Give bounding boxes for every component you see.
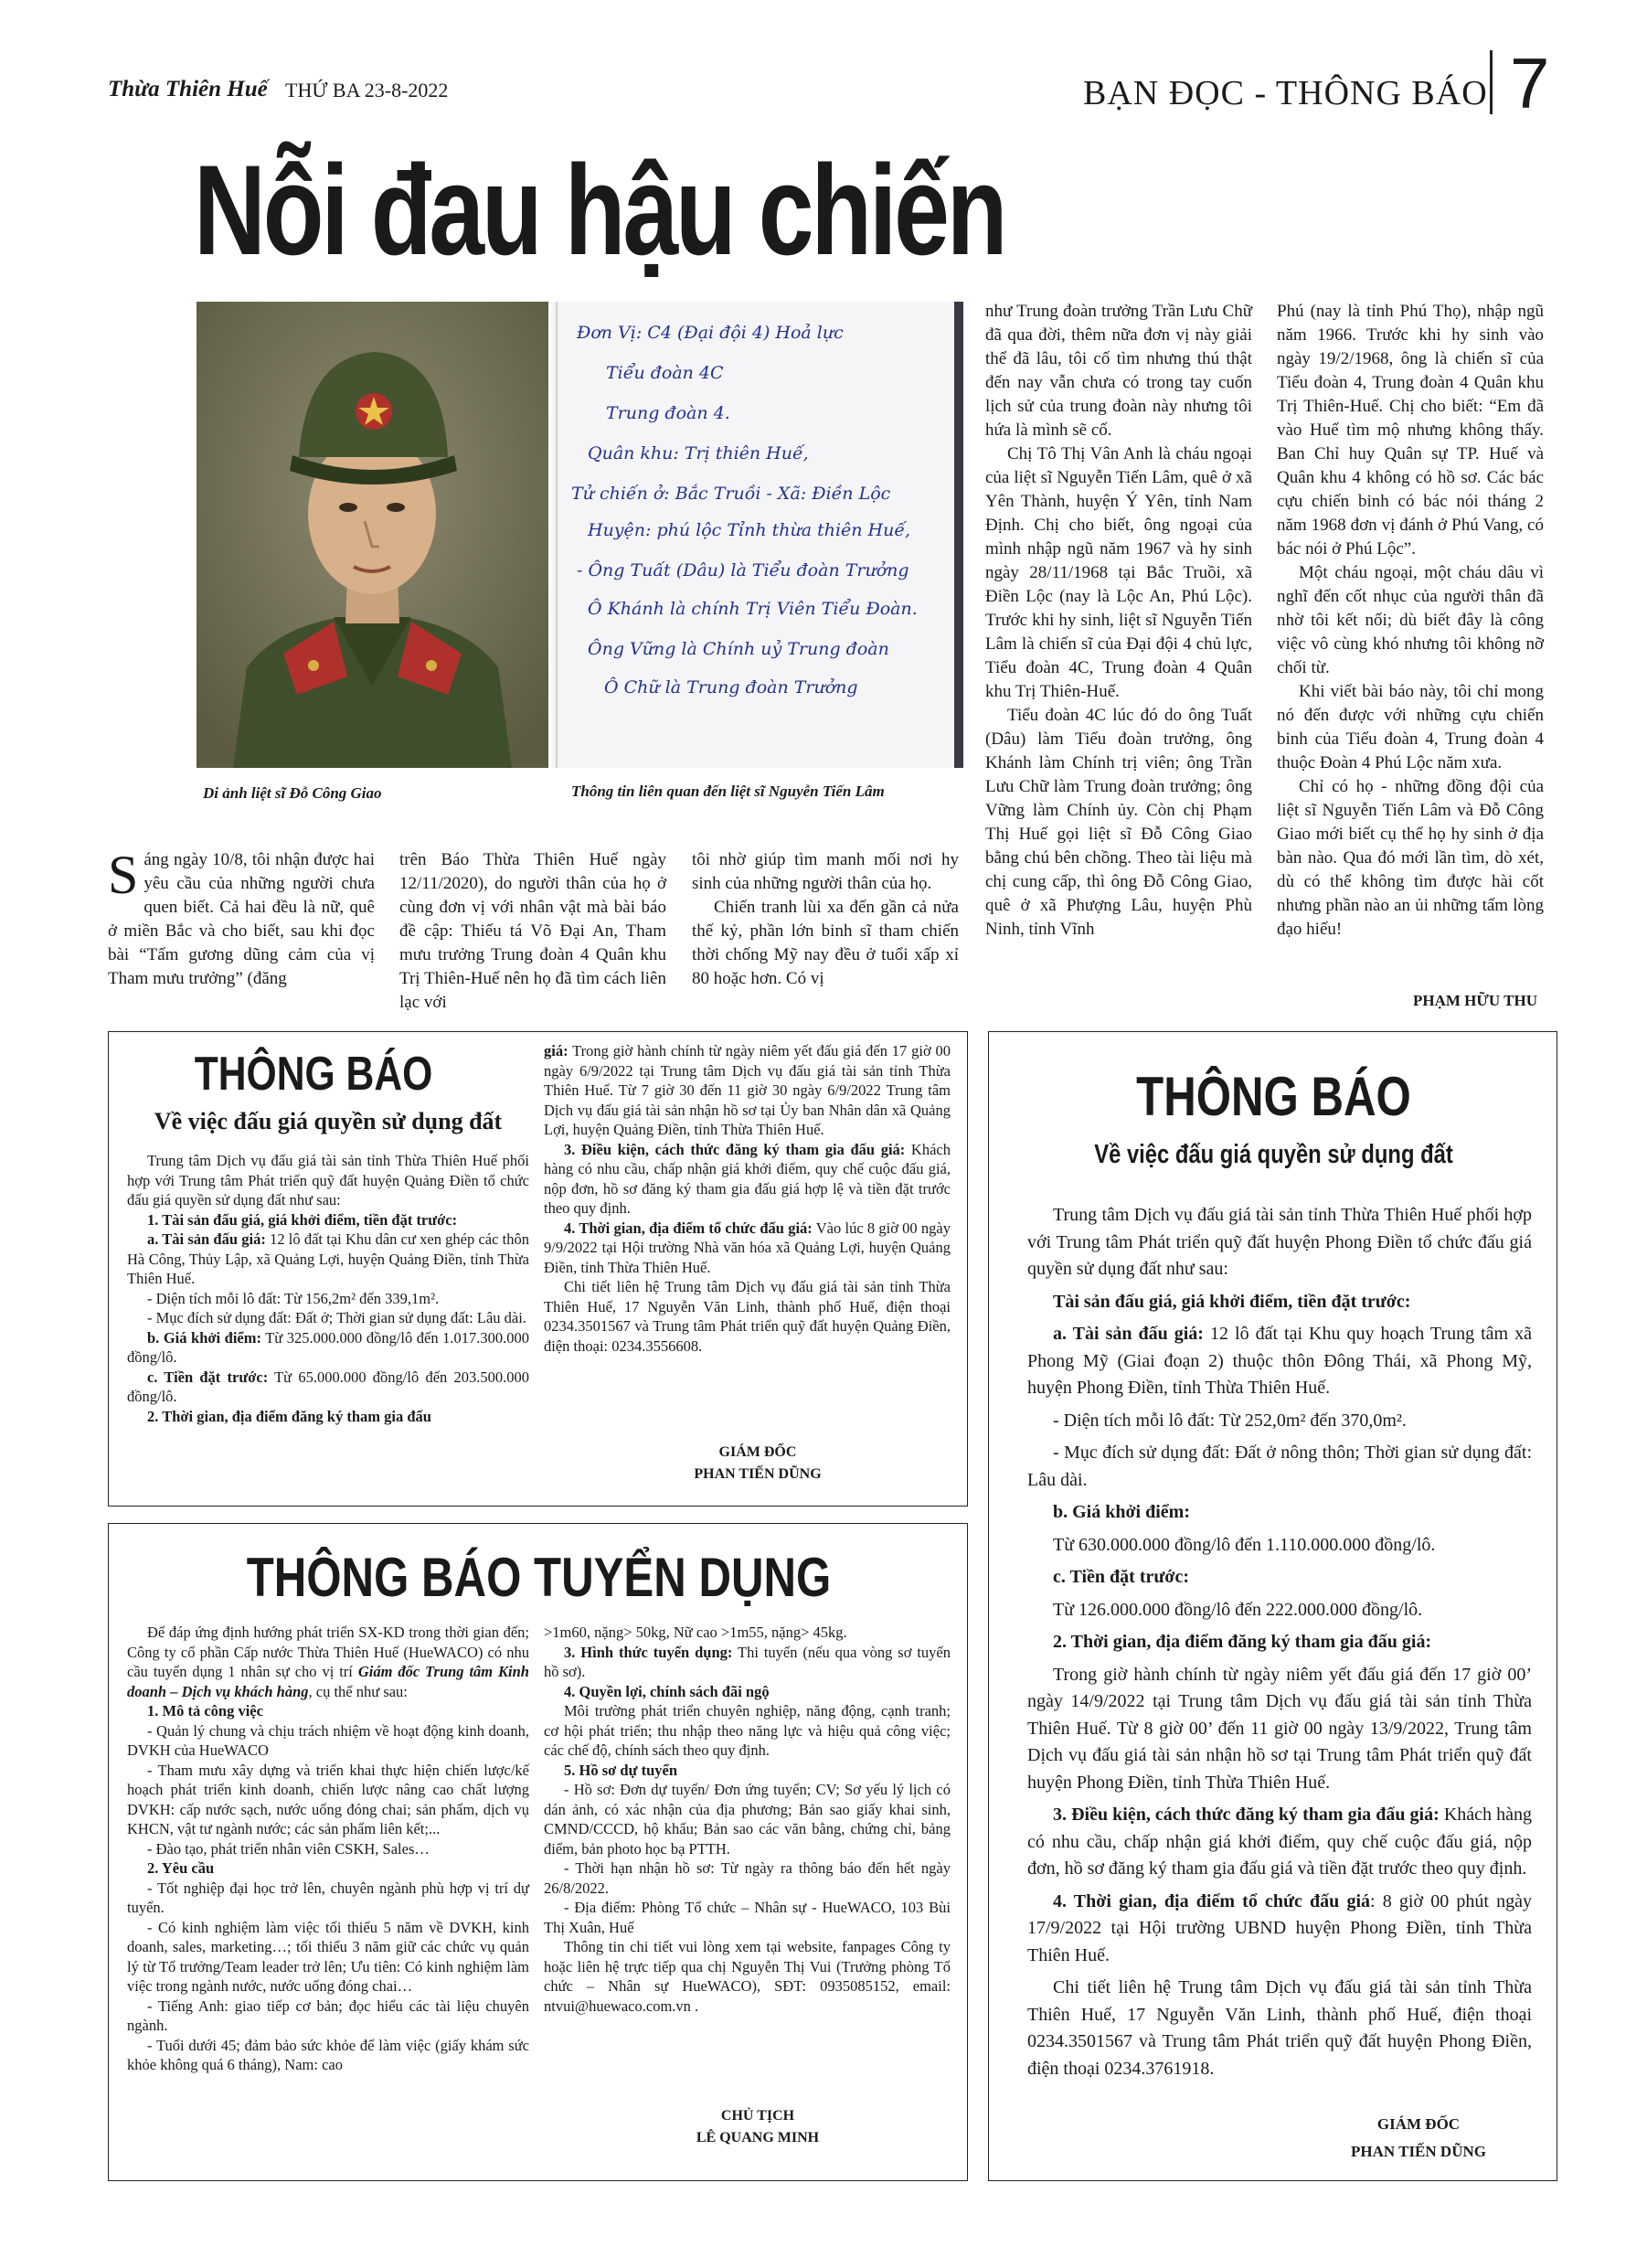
notice-body-left <box>127 1151 529 1426</box>
notice-heading: 4. Thời gian, địa điểm tổ chức đấu giá: 8 giờ 00 phút ngày 17/9/2022 tại Hội trường UBND huyện Phong Điền, tỉnh Thừa Thiên Huế. <box>1027 1890 1533 1965</box>
notice-heading-text: 3. Điều kiện, cách thức đăng ký tham gia đấu giá: <box>1053 1805 1440 1825</box>
article-text: Một cháu ngoại, một cháu dâu vì nghĩ đến cốt nhục của người thân đã nhờ tôi kết nối; dù biết đây là công việc vô cùng khó nhưng tôi không nỡ chối từ. <box>1277 563 1544 677</box>
note-line: Tử chiến ở: Bắc Truồi - Xã: Điền Lộc <box>571 484 891 504</box>
notice-recruitment <box>108 1523 968 2181</box>
notice-heading: 3. Điều kiện, cách thức đăng ký tham gia đấu giá: Khách hàng có nhu cầu, chấp nhận giá khởi điểm, quy chế cuộc đấu giá, nộp đơn, hồ sơ đăng ký tham gia đấu giá và tiền đặt trước theo quy định. <box>1027 1805 1532 1879</box>
notice-paragraph: - Địa điểm: Phòng Tổ chức – Nhân sự - HueWACO, 103 Bùi Thị Xuân, Huế <box>544 1899 951 1936</box>
note-paper <box>551 302 964 768</box>
signature-block <box>639 2105 877 2149</box>
notice-heading-text: b. Giá khởi điểm: <box>1053 1502 1190 1522</box>
issue-date: THỨ BA 23-8-2022 <box>285 79 449 101</box>
notice-lead: c. Tiền đặt trước: <box>147 1368 269 1386</box>
article-text: áng ngày 10/8, tôi nhận được hai yêu cầu của những người chưa quen biết. Cả hai đều là nữ, quê ở miền Bắc và cho biết, sau khi đọc bài “Tấm gương dũng cảm của vị Tham mưu trưởng” (đăng <box>108 850 375 988</box>
notice-land-auction-quang-dien <box>108 1031 968 1507</box>
notice-subtitle: Về việc đấu giá quyền sử dụng đất <box>154 1108 503 1134</box>
article-column-4 <box>985 300 1252 942</box>
notice-heading-text: 3. Điều kiện, cách thức đăng ký tham gia đấu giá: <box>564 1140 906 1158</box>
notice-heading <box>544 1682 951 1702</box>
notice-paragraph: Chi tiết liên hệ Trung tâm Dịch vụ đấu giá tài sản tỉnh Thừa Thiên Huế, 17 Nguyễn Văn Linh, thành phố Huế, điện thoại 0234.3501567 và Trung tâm Phát triển quỹ đất huyện Phong Điền, điện thoại 0234.3761918. <box>1027 1977 1532 2079</box>
signatory-name: PHAN TIẾN DŨNG <box>694 1466 822 1482</box>
handwritten-note-photo <box>551 302 964 768</box>
notice-heading <box>1027 1499 1532 1527</box>
notice-paragraph: >1m60, nặng> 50kg, Nữ cao >1m55, nặng> 45kg. <box>544 1624 847 1641</box>
note-line: - Ông Tuất (Dâu) là Tiểu đoàn Trưởng <box>577 560 909 580</box>
notice-paragraph: Môi trường phát triển chuyên nghiệp, năng động, cạnh tranh; cơ hội phát triển; thu nhập theo năng lực và hiệu quả công việc; các chế độ, chính sách theo quy định. <box>544 1702 951 1759</box>
signatory-name: LÊ QUANG MINH <box>696 2130 820 2146</box>
signatory-name: PHAN TIẾN DŨNG <box>1351 2143 1486 2160</box>
notice-body-left <box>127 1623 529 2075</box>
notice-title: THÔNG BÁO TUYỂN DỤNG <box>246 1547 832 1608</box>
notice-paragraph: Từ 630.000.000 đồng/lô đến 1.110.000.000 đồng/lô. <box>1053 1534 1436 1555</box>
notice-heading <box>1027 1629 1532 1656</box>
notice-land-auction-phong-dien <box>988 1031 1557 2181</box>
notice-paragraph: a. Tài sản đấu giá: 12 lô đất tại Khu dân cư xen ghép các thôn Hà Công, Thủy Lập, xã Quảng Lợi, huyện Quảng Điền, tỉnh Thừa Thiên Huế. <box>127 1230 529 1287</box>
notice-paragraph: b. Giá khởi điểm: Từ 325.000.000 đồng/lô đến 1.017.300.000 đồng/lô. <box>127 1328 530 1366</box>
notice-heading <box>1027 1564 1532 1592</box>
notice-lead: a. Tài sản đấu giá: <box>1053 1324 1204 1344</box>
article-text: trên Báo Thừa Thiên Huế ngày 12/11/2020), do người thân của họ ở cùng đơn vị với nhân vật mà bài báo đề cập: Thiếu tá Võ Đại An, Tham mưu trưởng Trung đoàn 4 Quân khu Trị Thiên-Huế nên họ đã tìm cách liên lạc với <box>399 850 666 1012</box>
notice-lead: b. Giá khởi điểm: <box>147 1328 261 1347</box>
notice-subtitle: Về việc đấu giá quyền sử dụng đất <box>1094 1140 1453 1169</box>
article-text: Chỉ có họ - những đồng đội của liệt sĩ Nguyễn Tiến Lâm và Đỗ Công Giao mới biết cụ thể họ hy sinh ở địa bàn nào. Qua đó mới lần tìm, dò xét, dù có thể không tìm được hài cốt nhưng phần nào an ủi những tấm lòng đạo hiếu! <box>1277 777 1544 939</box>
notice-paragraph: a. Tài sản đấu giá: 12 lô đất tại Khu quy hoạch Trung tâm xã Phong Mỹ (Giai đoạn 2) thuộc thôn Đông Thái, xã Phong Mỹ, huyện Phong Điền, tỉnh Thừa Thiên Huế. <box>1027 1324 1533 1398</box>
notice-body <box>1027 1202 1532 2088</box>
signatory-role: GIÁM ĐỐC <box>1376 2115 1461 2133</box>
notice-paragraph: Để đáp ứng định hướng phát triển SX-KD trong thời gian đến; Công ty cổ phần Cấp nước Thừa Thiên Huế (HueWACO) có nhu cầu tuyển dụng 1 nhân sự cho vị trí Giám đốc Trung tâm Kinh doanh – Dịch vụ khách hàng, cụ thể như sau: <box>127 1624 529 1700</box>
notice-paragraph: Chi tiết liên hệ Trung tâm Dịch vụ đấu giá tài sản tỉnh Thừa Thiên Huế, 17 Nguyễn Văn Linh, thành phố Huế, điện thoại 0234.3501567 và Trung tâm Phát triển quỹ đất huyện Quảng Điền, điện thoại: 0234.3556608. <box>544 1278 951 1355</box>
note-line: Tiểu đoàn 4C <box>606 363 724 383</box>
article-column-3 <box>692 848 959 991</box>
article-text: Chiến tranh lùi xa đến gần cả nửa thế kỷ, phần lớn binh sĩ tham chiến thời chống Mỹ nay đều ở tuổi xấp xỉ 80 hoặc hơn. Có vị <box>692 898 959 988</box>
signature-block <box>639 1442 877 1485</box>
note-line: Đơn Vị: C4 (Đại đội 4) Hoả lực <box>577 323 844 343</box>
article-text: tôi nhờ giúp tìm manh mối nơi hy sinh của những người thân của họ. <box>692 850 959 893</box>
headline: Nỗi đau hậu chiến <box>194 138 1005 282</box>
notice-paragraph: Trong giờ hành chính từ ngày niêm yết đấu giá đến 17 giờ 00’ ngày 14/9/2022 tại Trung tâm Dịch vụ đấu giá tài sản tỉnh Thừa Thiên Huế. Từ 8 giờ 00’ đến 11 giờ 00 ngày 13/9/2022, Trung tâm Dịch vụ đấu giá tài sản nhận hồ sơ tại Trung tâm Phát triển quỹ đất huyện Phong Điền, tỉnh Thừa Thiên Huế. <box>1027 1664 1532 1793</box>
notice-heading-text: 5. Hồ sơ dự tuyển <box>564 1761 678 1779</box>
notice-paragraph: - Mục đích sử dụng đất: Đất ở nông thôn; Thời gian sử dụng đất: Lâu dài. <box>1027 1443 1532 1490</box>
header-divider <box>1490 50 1493 114</box>
note-line: Trung đoàn 4. <box>606 403 730 423</box>
note-line: Ô Khánh là chính Trị Viên Tiểu Đoàn. <box>588 599 918 619</box>
notice-paragraph: - Thời hạn nhận hồ sơ: Từ ngày ra thông báo đến hết ngày 26/8/2022. <box>544 1859 951 1897</box>
position-title: Giám đốc Trung tâm Kinh doanh – Dịch vụ khách hàng <box>127 1663 529 1700</box>
page-number: 7 <box>1510 43 1550 123</box>
notice-paragraph: - Mục đích sử dụng đất: Đất ở; Thời gian sử dụng đất: Lâu dài. <box>147 1309 526 1326</box>
notice-heading-text: 4. Quyền lợi, chính sách đãi ngộ <box>564 1682 770 1700</box>
drop-cap: S <box>108 845 139 905</box>
notice-paragraph: - Tốt nghiệp đại học trở lên, chuyên ngành phù hợp vị trí dự tuyển. <box>127 1879 529 1916</box>
article-text: Khi viết bài báo này, tôi chỉ mong nó đến được với những cựu chiến binh của Tiểu đoàn 4, Trung đoàn 4 thuộc Đoàn 4 Phú Lộc năm xưa. <box>1277 682 1544 772</box>
notice-title: THÔNG BÁO <box>1136 1066 1411 1127</box>
notice-paragraph: - Quản lý chung và chịu trách nhiệm về hoạt động kinh doanh, DVKH của HueWACO <box>127 1721 529 1759</box>
notice-heading <box>127 1407 529 1427</box>
signature-block <box>1300 2111 1537 2166</box>
signatory-role: CHỦ TỊCH <box>720 2108 795 2124</box>
notice-title: THÔNG BÁO <box>194 1048 433 1101</box>
signatory-role: GIÁM ĐỐC <box>718 1444 797 1460</box>
article-text: Chị Tô Thị Vân Anh là cháu ngoại của liệt sĩ Nguyễn Tiến Lâm, quê ở xã Yên Thành, huyện Ý Yên, tỉnh Nam Định. Chị cho biết, ông ngoại của mình nhập ngũ năm 1967 và hy sinh ngày 28/11/1968 tại Bắc Truồi, xã Điền Lộc (nay là Lộc An, Phú Lộc). Trước khi hy sinh, liệt sĩ Nguyễn Tiến Lâm là chiến sĩ của Đại đội 4 chủ lực, Tiểu đoàn 4C, Trung đoàn 4 Quân khu Trị Thiên-Huế. <box>985 444 1252 701</box>
note-line: Quân khu: Trị thiên Huế, <box>588 443 809 463</box>
soldier-portrait-illustration <box>197 302 548 768</box>
notice-paragraph: Trung tâm Dịch vụ đấu giá tài sản tỉnh Thừa Thiên Huế phối hợp với Trung tâm Phát triển quỹ đất huyện Phong Điền tổ chức đấu giá quyền sử dụng đất như sau: <box>1027 1205 1532 1279</box>
notice-heading-text: 4. Thời gian, địa điểm tổ chức đấu giá <box>1053 1890 1371 1911</box>
note-line: Ông Vững là Chính uỷ Trung đoàn <box>588 639 889 659</box>
article-text: Tiểu đoàn 4C lúc đó do ông Tuất (Dâu) làm Tiểu đoàn trưởng, ông Khánh làm Chính trị viên; ông Trần Lưu Chữ làm Trung đoàn trưởng; ông Vững làm Chính ủy. Còn chị Phạm Thị Huế gọi liệt sĩ Đỗ Công Giao bằng chú bên chồng. Theo tài liệu mà chị cung cấp, thì ông Đỗ Công Giao, quê ở xã Phượng Lâu, huyện Phù Ninh, tỉnh Vĩnh <box>985 706 1252 939</box>
notice-paragraph: Từ 126.000.000 đồng/lô đến 222.000.000 đồng/lô. <box>1053 1599 1423 1620</box>
notice-heading-text: 4. Thời gian, địa điểm tổ chức đấu giá: <box>564 1219 813 1237</box>
notice-heading-text: 1. Tài sản đấu giá, giá khởi điểm, tiền đặt trước: <box>147 1210 458 1229</box>
notice-paragraph: - Tuổi dưới 45; đảm bảo sức khỏe để làm việc (giấy khám sức khỏe không quá 6 tháng), Nam: cao <box>127 2036 529 2073</box>
note-line: Ô Chữ là Trung đoàn Trưởng <box>604 677 858 697</box>
notice-paragraph: - Tham mưu xây dựng và triển khai thực hiện chiến lược/kế hoạch phát triển kinh doanh, chiến lược nâng cao chất lượng DVKH: cấp nước sạch, nước uống đóng chai; sản phẩm, dịch vụ KHCN, vật tư ngành nước; các sản phẩm liên kết;... <box>127 1761 529 1837</box>
notice-heading-text: 2. Thời gian, địa điểm đăng ký tham gia đấu <box>147 1407 431 1425</box>
notice-paragraph: - Có kinh nghiệm làm việc tối thiểu 5 năm về DVKH, kinh doanh, sales, marketing…; tối thiểu 3 năm giữ các chức vụ quản lý từ Tổ trưởng/Team leader trở lên; Ưu tiên: Có kinh nghiệm làm việc trong ngành nước, nước uống đóng chai… <box>127 1918 529 1995</box>
notice-heading <box>544 1761 951 1781</box>
section-title: BẠN ĐỌC - THÔNG BÁO <box>1083 74 1488 112</box>
notice-heading <box>127 1858 529 1879</box>
notice-lead: giá: <box>544 1042 568 1059</box>
article-column-5 <box>1277 300 1544 942</box>
notice-heading <box>127 1701 529 1721</box>
notice-body-right <box>544 1623 951 2016</box>
notice-lead: a. Tài sản đấu giá: <box>147 1230 266 1248</box>
notice-paragraph: Thông tin chi tiết vui lòng xem tại website, fanpages Công ty hoặc liên hệ trực tiếp qua chị Nguyễn Thị Vui (Trưởng phòng Tổ chức – Nhân sự HueWACO), SĐT: 0935085152, email: ntvui@huewaco.com.vn . <box>544 1938 951 2015</box>
notice-heading <box>1027 1289 1532 1316</box>
notice-paragraph: Trung tâm Dịch vụ đấu giá tài sản tỉnh Thừa Thiên Huế phối hợp với Trung tâm Phát triển quỹ đất huyện Quảng Điền tổ chức đấu giá quyền sử dụng đất như sau: <box>127 1152 529 1209</box>
notice-heading-text: 2. Yêu cầu <box>147 1859 215 1877</box>
notice-paragraph: - Diện tích mỗi lô đất: Từ 252,0m² đến 370,0m². <box>1053 1410 1407 1431</box>
notice-heading-text: 3. Hình thức tuyển dụng: <box>564 1643 733 1661</box>
notice-heading: 4. Thời gian, địa điểm tổ chức đấu giá: Vào lúc 8 giờ 00 ngày 9/9/2022 tại Hội trường Nhà văn hóa xã Quảng Lợi, huyện Quảng Điền, tỉnh Thừa Thiên Huế. <box>544 1219 951 1276</box>
masthead: Thừa Thiên Huế <box>108 77 268 101</box>
notice-paragraph: - Hồ sơ: Đơn dự tuyển/ Đơn ứng tuyển; CV; Sơ yếu lý lịch có dán ảnh, có xác nhận của địa phương; Bản sao giấy khai sinh, CMND/CCCD, hộ khẩu; Bản sao các văn bằng, chứng chỉ, bảng điểm, bản photo học bạ PTTH. <box>544 1781 951 1858</box>
notice-paragraph: - Đào tạo, phát triển nhân viên CSKH, Sales… <box>147 1839 430 1858</box>
notice-heading: 3. Hình thức tuyển dụng: Thi tuyển (nếu qua vòng sơ tuyển hồ sơ). <box>544 1643 951 1680</box>
notice-heading-text: c. Tiền đặt trước: <box>1053 1567 1189 1587</box>
photo-caption-2: Thông tin liên quan đến liệt sĩ Nguyễn Tiến Lâm <box>571 783 885 800</box>
article-text: như Trung đoàn trưởng Trần Lưu Chữ đã qua đời, thêm nữa đơn vị này giải thể đã lâu, tôi cố tìm nhưng thú thật đến nay vẫn chưa có trong tay cuốn lịch sử của trung đoàn này nhưng tôi hứa là mình sẽ cố. <box>985 302 1252 440</box>
notice-heading-text: 2. Thời gian, địa điểm đăng ký tham gia đấu giá: <box>1053 1632 1432 1652</box>
notice-heading <box>127 1210 529 1230</box>
notice-heading-text: 1. Mô tả công việc <box>147 1702 263 1720</box>
article-column-1 <box>108 845 375 991</box>
byline: PHẠM HỮU THU <box>1413 992 1537 1009</box>
photo-caption-1: Di ảnh liệt sĩ Đỗ Công Giao <box>203 784 382 802</box>
notice-heading-text: Tài sản đấu giá, giá khởi điểm, tiền đặt trước: <box>1053 1291 1411 1312</box>
notice-paragraph: giá: Trong giờ hành chính từ ngày niêm yết đấu giá đến 17 giờ 00 ngày 6/9/2022 tại Trung tâm Dịch vụ đấu giá tài sản tỉnh Thừa Thiên Huế. Từ 7 giờ 30 đến 11 giờ 30 ngày 6/9/2022 Trung tâm Dịch vụ đấu giá tài sản nhận hồ sơ tại Ủy ban Nhân dân xã Quảng Lợi, huyện Quảng Điền, tỉnh Thừa Thiên Huế. <box>544 1042 951 1138</box>
article-column-2 <box>399 848 666 1015</box>
notice-body-right <box>544 1041 951 1356</box>
notice-heading: 3. Điều kiện, cách thức đăng ký tham gia đấu giá: Khách hàng có nhu cầu, chấp nhận giá khởi điểm, quy chế cuộc đấu giá, nộp đơn, hồ sơ đăng ký tham gia đấu giá hợp lệ và tiền đặt trước theo quy định. <box>544 1140 951 1217</box>
note-line: Huyện: phú lộc Tỉnh thừa thiên Huế, <box>588 520 911 540</box>
notice-paragraph: - Tiếng Anh: giao tiếp cơ bản; đọc hiểu các tài liệu chuyên ngành. <box>127 1996 529 2034</box>
portrait-photo <box>197 302 548 768</box>
notice-paragraph: c. Tiền đặt trước: Từ 65.000.000 đồng/lô đến 203.500.000 đồng/lô. <box>127 1368 529 1405</box>
notice-paragraph: - Diện tích mỗi lô đất: Từ 156,2m² đến 339,1m². <box>147 1289 440 1307</box>
article-text: Phú (nay là tỉnh Phú Thọ), nhập ngũ năm 1966. Trước khi hy sinh vào ngày 19/2/1968, ông là chiến sĩ của Tiểu đoàn 4, Trung đoàn 4 Quân khu Trị Thiên-Huế. Chị cho biết: “Em đã vào Huế tìm mộ nhưng không thấy. Ban Chỉ huy Quân sự TP. Huế và Quân khu 4 không có hồ sơ. Các bác cựu chiến binh có bác nói tháng 2 năm 1968 đơn vị đánh ở Phú Vang, có bác nói ở Phú Lộc”. <box>1277 302 1544 559</box>
